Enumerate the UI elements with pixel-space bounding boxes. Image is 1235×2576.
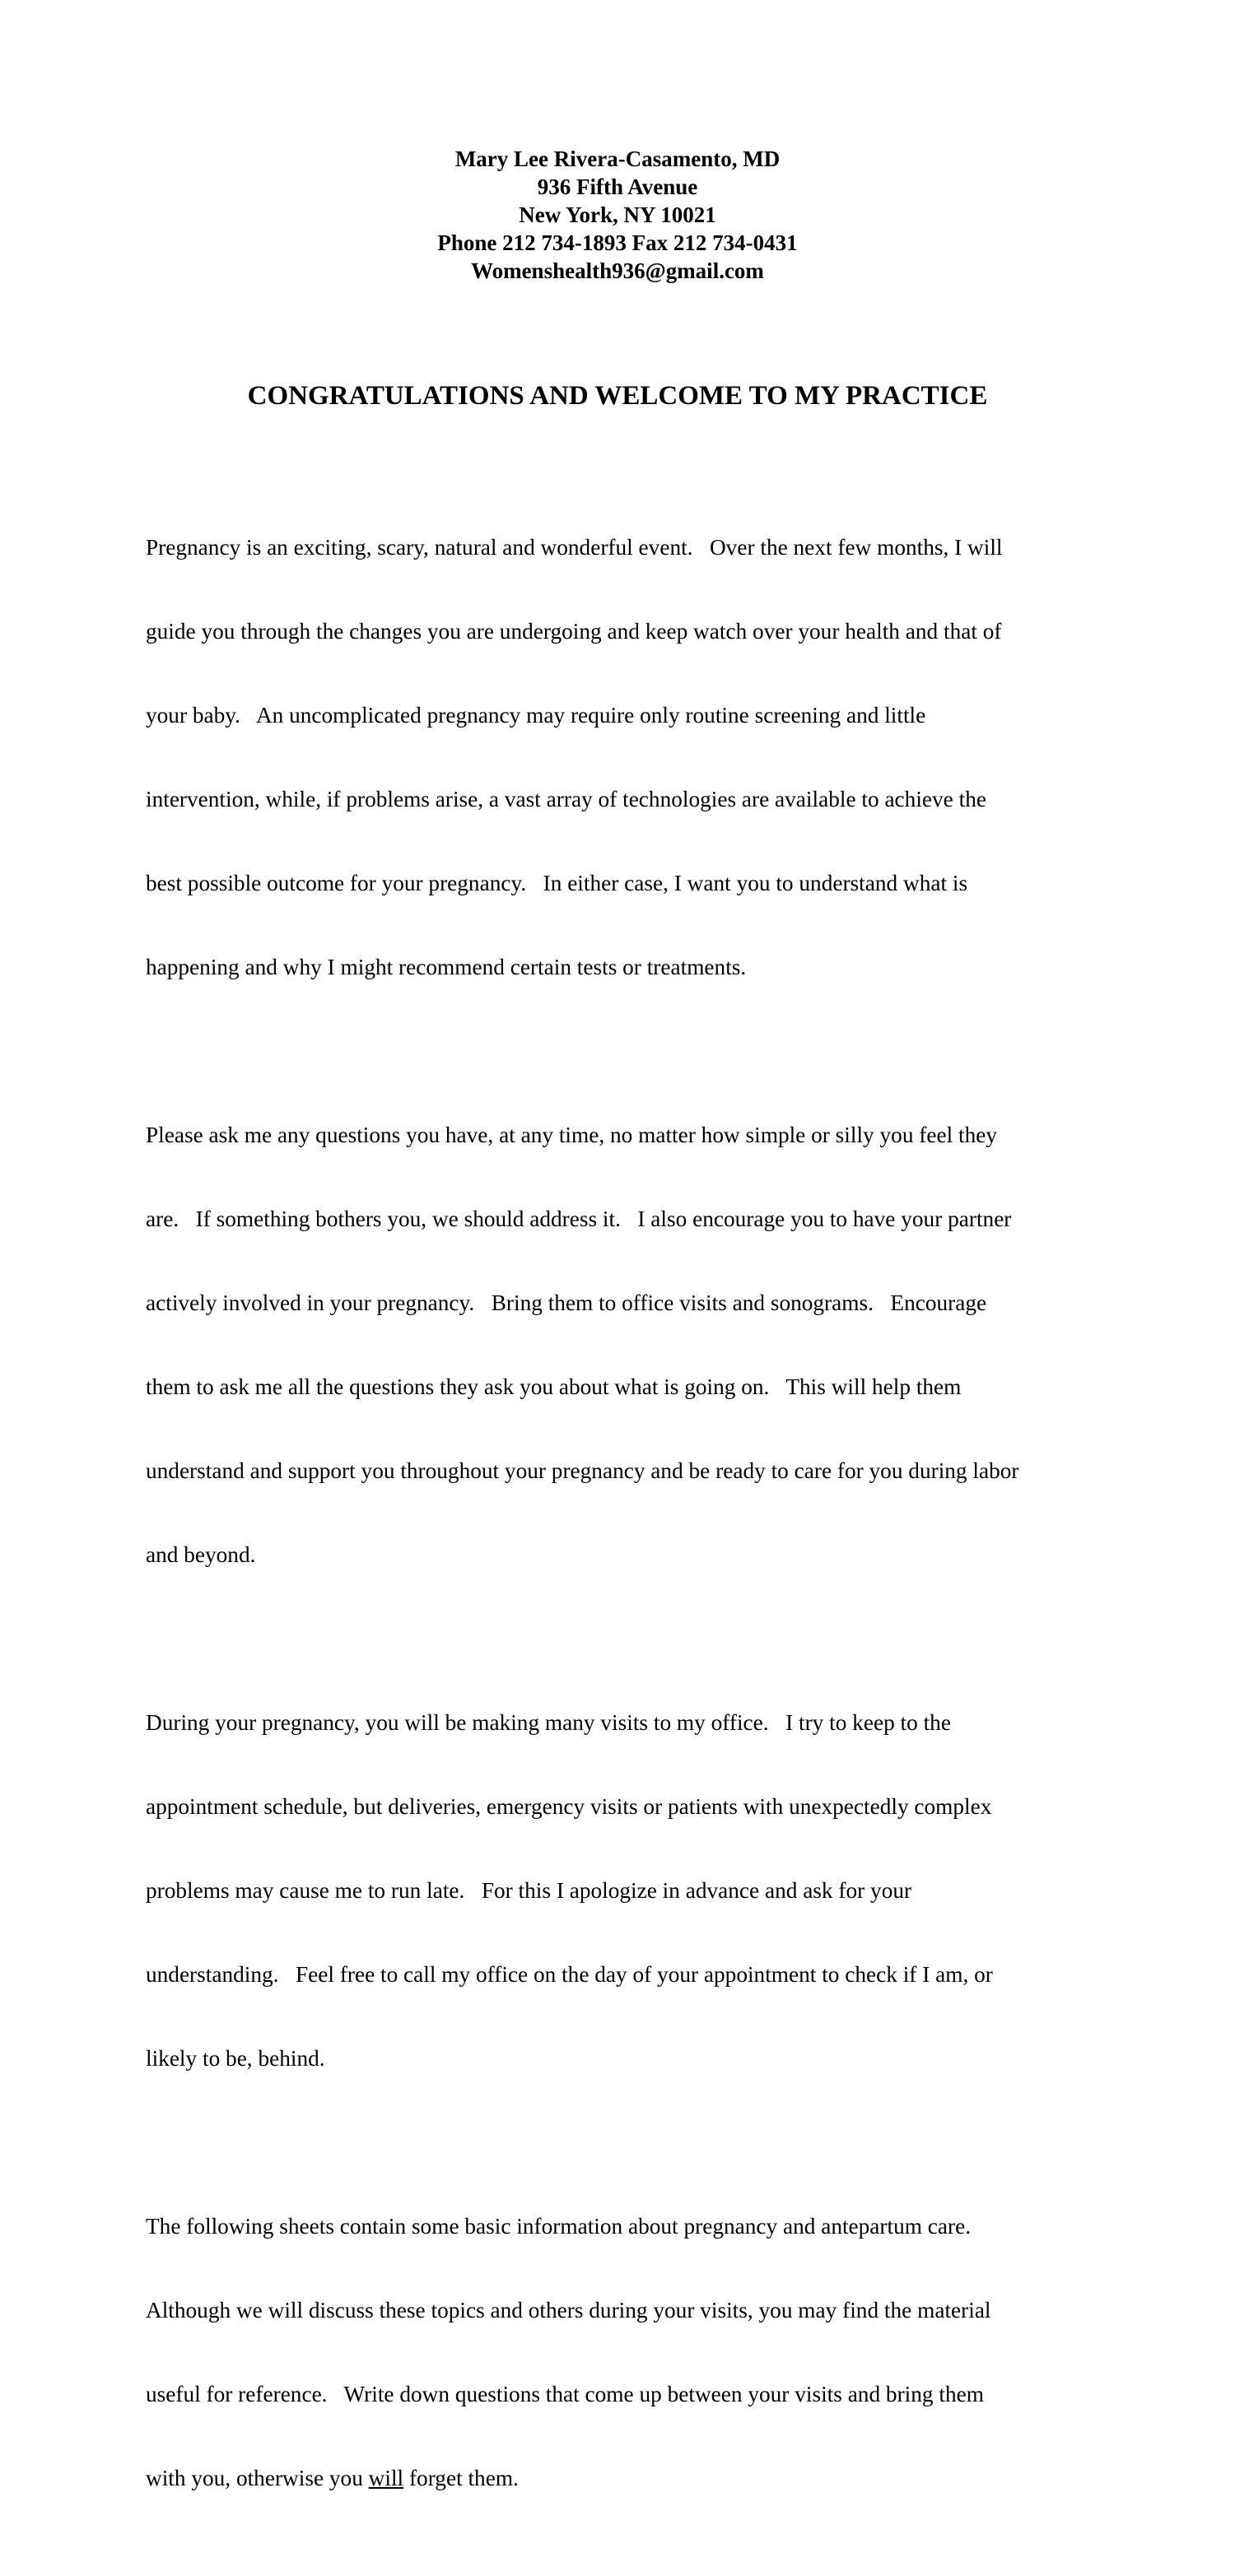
paragraph-line: useful for reference. Write down questions that come up between your visits and bring them <box>146 2382 984 2406</box>
street-address: 936 Fifth Avenue <box>537 174 698 199</box>
paragraph-1 <box>146 477 1113 1037</box>
paragraph-line: understanding. Feel free to call my office on the day of your appointment to check if I am, or <box>146 1962 993 1987</box>
paragraph-line: are. If something bothers you, we should address it. I also encourage you to have your partner <box>146 1207 1012 1231</box>
paragraph-line: Please ask me any questions you have, at any time, no matter how simple or silly you feel they <box>146 1123 998 1147</box>
paragraph-line-last <box>146 2464 1113 2492</box>
paragraph-line: your baby. An uncomplicated pregnancy may require only routine screening and little <box>146 703 926 728</box>
paragraph-line: Although we will discuss these topics and others during your visits, you may find the material <box>146 2298 991 2323</box>
paragraph-line: happening and why I might recommend certain tests or treatments. <box>146 955 747 979</box>
paragraph-line: guide you through the changes you are undergoing and keep watch over your health and that of <box>146 619 1002 644</box>
letterhead <box>0 145 1235 285</box>
letter-body <box>146 477 1113 2576</box>
paragraph-line: understand and support you throughout your pregnancy and be ready to care for you during labor <box>146 1458 1019 1483</box>
paragraph-line: actively involved in your pregnancy. Bring them to office visits and sonograms. Encourage <box>146 1290 987 1315</box>
paragraph-line: During your pregnancy, you will be making many visits to my office. I try to keep to the <box>146 1710 951 1735</box>
text-run: with you, otherwise you <box>146 2466 369 2490</box>
page-title: CONGRATULATIONS AND WELCOME TO MY PRACTICE <box>247 381 988 411</box>
paragraph-4 <box>146 2156 1113 2548</box>
paragraph-line: appointment schedule, but deliveries, emergency visits or patients with unexpectedly complex <box>146 1794 992 1819</box>
city-state-zip: New York, NY 10021 <box>519 202 716 227</box>
paragraph-3 <box>146 1653 1113 2128</box>
paragraph-line: them to ask me all the questions they ask you about what is going on. This will help them <box>146 1374 962 1399</box>
paragraph-line: intervention, while, if problems arise, a vast array of technologies are available to achieve the <box>146 787 986 811</box>
phone-fax: Phone 212 734-1893 Fax 212 734-0431 <box>437 230 798 255</box>
text-run: forget them. <box>403 2466 519 2490</box>
paragraph-line: The following sheets contain some basic information about pregnancy and antepartum care. <box>146 2214 972 2239</box>
email-address: Womenshealth936@gmail.com <box>471 258 764 283</box>
paragraph-line: problems may cause me to run late. For this I apologize in advance and ask for your <box>146 1878 912 1903</box>
paragraph-line: best possible outcome for your pregnancy. In either case, I want you to understand what is <box>146 871 968 895</box>
doctor-name: Mary Lee Rivera-Casamento, MD <box>454 146 781 171</box>
paragraph-2 <box>146 1065 1113 1625</box>
paragraph-line: and beyond. <box>146 1542 256 1567</box>
paragraph-line: Pregnancy is an exciting, scary, natural and wonderful event. Over the next few months, I will <box>146 535 1003 560</box>
paragraph-line: likely to be, behind. <box>146 2046 325 2071</box>
underlined-word: will <box>368 2466 404 2490</box>
